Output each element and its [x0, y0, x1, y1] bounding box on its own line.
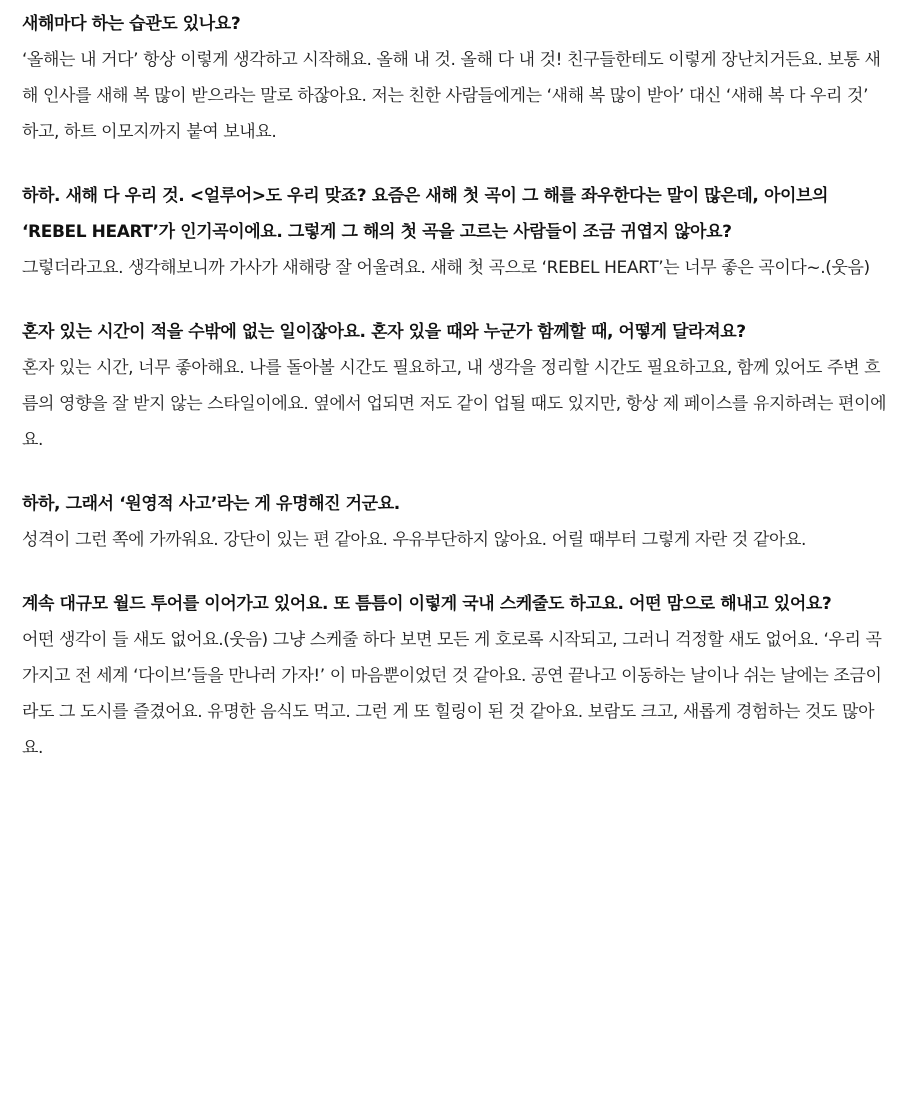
qa-block [22, 178, 889, 286]
interview-question: 계속 대규모 월드 투어를 이어가고 있어요. 또 틈틈이 이렇게 국내 스케줄도 하고요. 어떤 맘으로 해내고 있어요? [22, 594, 832, 614]
interview-answer: 혼자 있는 시간, 너무 좋아해요. 나를 돌아볼 시간도 필요하고, 내 생각을 정리할 시간도 필요하고요, 함께 있어도 주변 흐름의 영향을 잘 받지 않는 스타일이에요. 옆에서 업되면 저도 같이 업될 때도 있지만, 항상 제 페이스를 유지하려는 편이에요. [22, 358, 887, 450]
interview-answer: ‘올해는 내 거다’ 항상 이렇게 생각하고 시작해요. 올해 내 것. 올해 다 내 것! 친구들한테도 이렇게 장난치거든요. 보통 새해 인사를 새해 복 많이 받으라는 말로 하잖아요. 저는 친한 사람들에게는 ‘새해 복 많이 받아’ 대신 ‘새해 복 다 우리 것’ 하고, 하트 이모지까지 붙여 보내요. [22, 50, 881, 142]
interview-question: 하하, 그래서 ‘원영적 사고’라는 게 유명해진 거군요. [22, 494, 400, 514]
qa-block [22, 586, 889, 766]
interview-answer: 그렇더라고요. 생각해보니까 가사가 새해랑 잘 어울려요. 새해 첫 곡으로 ‘REBEL HEART’는 너무 좋은 곡이다~.(웃음) [22, 258, 870, 278]
interview-answer: 어떤 생각이 들 새도 없어요.(웃음) 그냥 스케줄 하다 보면 모든 게 호로록 시작되고, 그러니 걱정할 새도 없어요. ‘우리 곡 가지고 전 세계 ‘다이브’들을 만나러 가자!’ 이 마음뿐이었던 것 같아요. 공연 끝나고 이동하는 날이나 쉬는 날에는 조금이라도 그 도시를 즐겼어요. 유명한 음식도 먹고. 그런 게 또 힐링이 된 것 같아요. 보람도 크고, 새롭게 경험하는 것도 많아요. [22, 630, 882, 758]
interview-question: 혼자 있는 시간이 적을 수밖에 없는 일이잖아요. 혼자 있을 때와 누군가 함께할 때, 어떻게 달라져요? [22, 322, 746, 342]
interview-question: 새해마다 하는 습관도 있나요? [22, 14, 241, 34]
qa-block [22, 6, 889, 150]
qa-block [22, 314, 889, 458]
interview-answer: 성격이 그런 쪽에 가까워요. 강단이 있는 편 같아요. 우유부단하지 않아요. 어릴 때부터 그렇게 자란 것 같아요. [22, 530, 807, 550]
qa-block [22, 486, 889, 558]
interview-question: 하하. 새해 다 우리 것. <얼루어>도 우리 맞죠? 요즘은 새해 첫 곡이 그 해를 좌우한다는 말이 많은데, 아이브의 ‘REBEL HEART’가 인기곡이에요. 그렇게 그 해의 첫 곡을 고르는 사람들이 조금 귀엽지 않아요? [22, 186, 829, 242]
